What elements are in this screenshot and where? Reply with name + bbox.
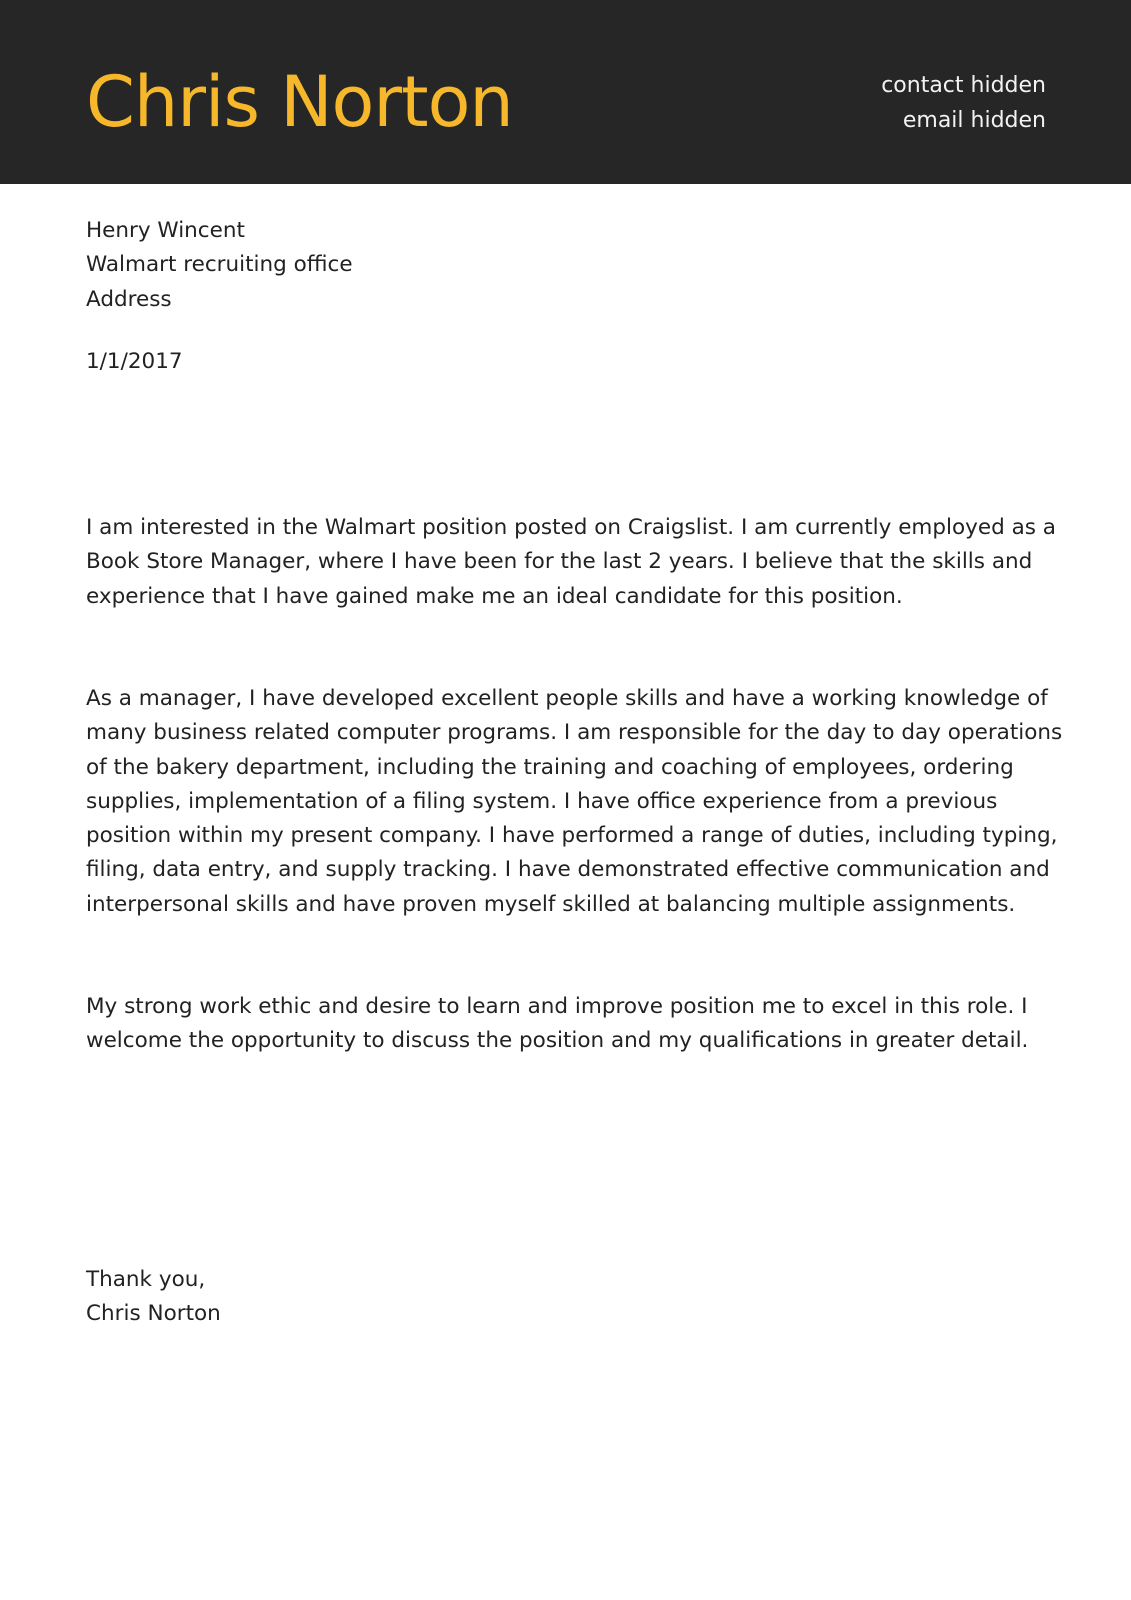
letter-date: 1/1/2017 [86, 349, 183, 374]
contact-block [881, 68, 1046, 138]
recipient-address: Address [86, 286, 172, 312]
letter-header [0, 0, 1131, 184]
paragraph-conclusion: My strong work ethic and desire to learn and improve position me to excel in this role. I welcome the opportunity to discuss the position and my qualifications in greater detail. [86, 994, 1029, 1054]
recipient-name: Henry Wincent [86, 218, 245, 243]
applicant-name: Chris Norton [86, 61, 513, 143]
contact-info: contact hidden [881, 73, 1046, 98]
signature-name: Chris Norton [86, 1301, 221, 1327]
recipient-block [86, 214, 1066, 317]
paragraph-intro: I am interested in the Walmart position posted on Craigslist. I am currently employed as a Book Store Manager, where I have been for the last 2 years. I believe that the skills and experience that I have gained make me an ideal candidate for this position. [86, 515, 1056, 609]
paragraph-experience: As a manager, I have developed excellent people skills and have a working knowledge of many business related computer programs. I am responsible for the day to day operations of the bakery department, including the training and coaching of employees, ordering supplies, implementation of a filing system. I have office experience from a previous position within my present company. I have performed a range of duties, including typing, filing, data entry, and supply tracking. I have demonstrated effective communication and interpersonal skills and have proven myself skilled at balancing multiple assignments. [86, 686, 1063, 917]
email-info: email hidden [902, 108, 1046, 133]
recipient-company: Walmart recruiting office [86, 252, 353, 278]
closing-block [86, 1263, 1066, 1332]
closing-salutation: Thank you, [86, 1267, 206, 1292]
